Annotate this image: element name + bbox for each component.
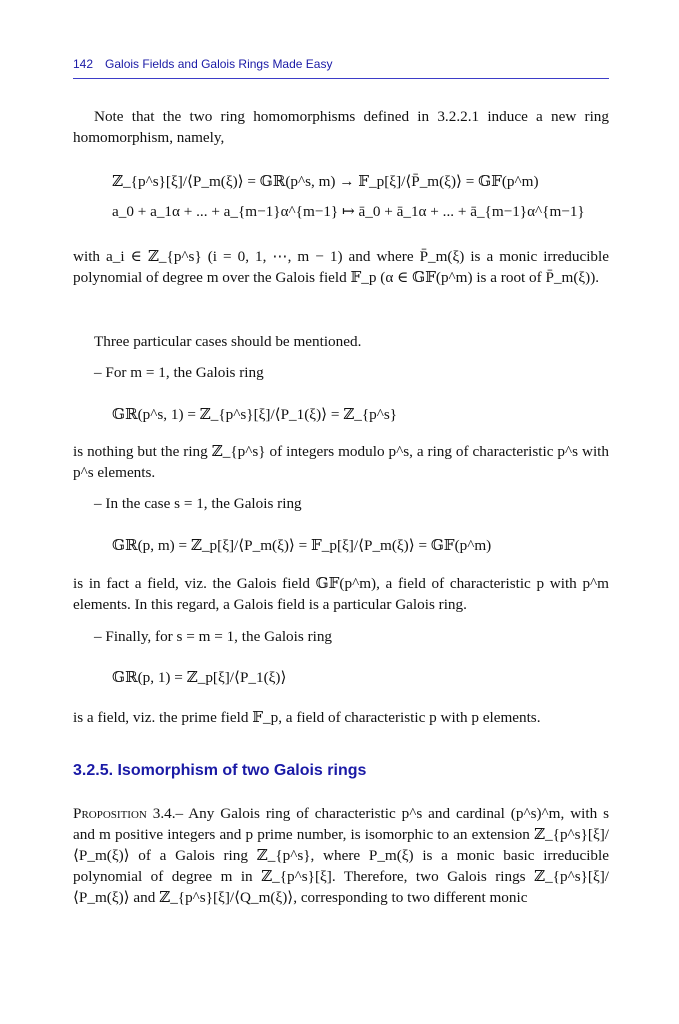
running-header <box>73 57 609 71</box>
paragraph-5: is nothing but the ring ℤ_{p^s} of integers modulo p^s, a ring of characteristic p^s with p^s elements. <box>73 443 609 481</box>
equation-case-sm1: 𝔾ℝ(p, 1) = ℤ_p[ξ]/⟨P_1(ξ)⟩ <box>112 669 287 686</box>
proposition-text: 3.4.– Any Galois ring of characteristic p^s and cardinal (p^s)^m, with s and m positive integers and p prime number, is isomorphic to an extension ℤ_{p^s}[ξ]/⟨P_m(ξ)⟩ of a Galois ring ℤ_{p^s}, where P_m(ξ) is a monic basic irreducible polynomial of degree m in ℤ_{p^s}[ξ]. Therefore, two Galois rings ℤ_{p^s}[ξ]/⟨P_m(ξ)⟩ and ℤ_{p^s}[ξ]/⟨Q_m(ξ)⟩, corresponding to two different monic <box>73 805 610 906</box>
equation-homomorphism: ℤ_{p^s}[ξ]/⟨P_m(ξ)⟩ = 𝔾ℝ(p^s, m) → 𝔽_p[ξ]/⟨P̄_m(ξ)⟩ = 𝔾𝔽(p^m) <box>112 173 539 190</box>
proposition-label: Proposition <box>73 805 147 822</box>
equation-case-m1: 𝔾ℝ(p^s, 1) = ℤ_{p^s}[ξ]/⟨P_1(ξ)⟩ = ℤ_{p^s} <box>112 406 398 423</box>
book-title: Galois Fields and Galois Rings Made Easy <box>105 57 333 71</box>
header-rule <box>73 78 609 79</box>
paragraph-3: Three particular cases should be mentioned. <box>94 333 362 350</box>
equation-case-s1: 𝔾ℝ(p, m) = ℤ_p[ξ]/⟨P_m(ξ)⟩ = 𝔽_p[ξ]/⟨P_m(ξ)⟩ = 𝔾𝔽(p^m) <box>112 537 492 554</box>
paragraph-4: – For m = 1, the Galois ring <box>94 364 264 381</box>
paragraph-1: Note that the two ring homomorphisms defined in 3.2.2.1 induce a new ring homomorphism, namely, <box>73 108 609 146</box>
equation-mapping: a_0 + a_1α + ... + a_{m−1}α^{m−1} ↦ ā_0 + ā_1α + ... + ā_{m−1}α^{m−1} <box>112 203 585 220</box>
paragraph-6: – In the case s = 1, the Galois ring <box>94 495 302 512</box>
paragraph-2: with a_i ∈ ℤ_{p^s} (i = 0, 1, ⋯, m − 1) and where P̄_m(ξ) is a monic irreducible polynomial of degree m over the Galois field 𝔽_p (α ∈ 𝔾𝔽(p^m) is a root of P̄_m(ξ)). <box>73 248 609 286</box>
paragraph-9: is a field, viz. the prime field 𝔽_p, a field of characteristic p with p elements. <box>73 709 541 726</box>
page-number: 142 <box>73 57 94 71</box>
section-heading: 3.2.5. Isomorphism of two Galois rings <box>73 762 367 779</box>
paragraph-8: – Finally, for s = m = 1, the Galois ring <box>94 628 333 645</box>
proposition <box>73 803 609 908</box>
paragraph-7: is in fact a field, viz. the Galois field 𝔾𝔽(p^m), a field of characteristic p with p^m elements. In this regard, a Galois field is a particular Galois ring. <box>73 575 609 613</box>
